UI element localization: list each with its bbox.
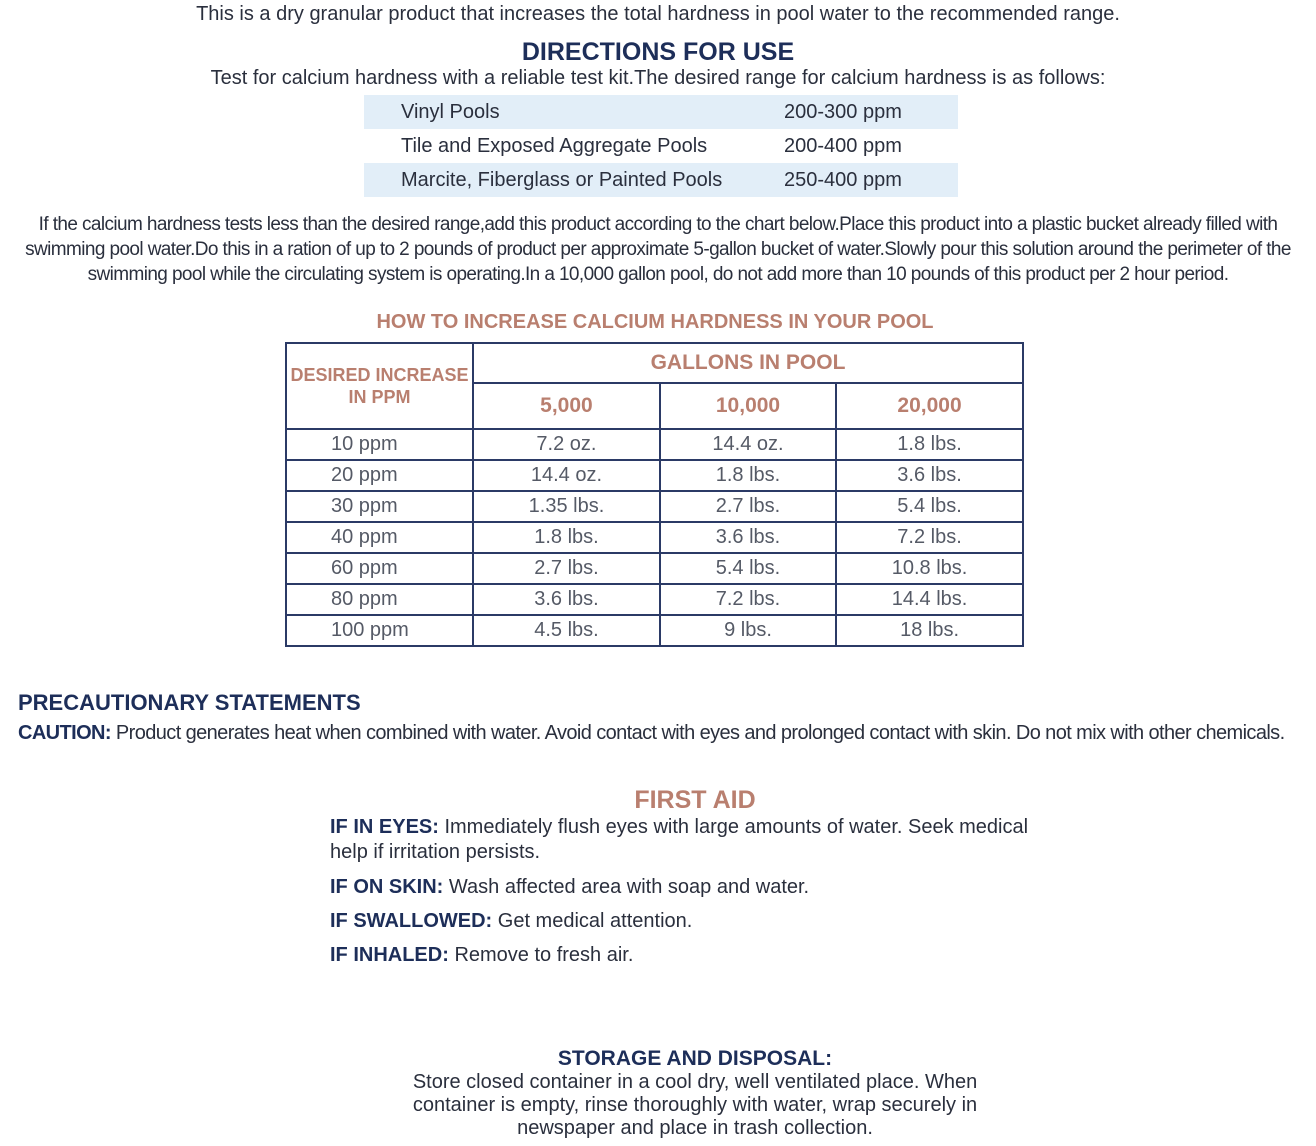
- dose-cell: 7.2 lbs.: [660, 584, 836, 615]
- table-row: [286, 553, 1023, 584]
- range-value: 200-300 ppm: [784, 100, 902, 123]
- dose-cell: 7.2 oz.: [473, 429, 660, 460]
- dose-cell: 1.8 lbs.: [836, 429, 1023, 460]
- ppm-cell: 60 ppm: [286, 553, 473, 584]
- intro-text: This is a dry granular product that increases the total hardness in pool water to the recommended range.: [196, 3, 1120, 25]
- table-row: [286, 460, 1023, 491]
- dosage-chart-title: HOW TO INCREASE CALCIUM HARDNESS IN YOUR POOL: [376, 311, 934, 333]
- column-header-20000: 20,000: [836, 383, 1023, 429]
- range-pool-type: Marcite, Fiberglass or Painted Pools: [401, 168, 723, 191]
- table-row: [286, 491, 1023, 522]
- storage-heading: STORAGE AND DISPOSAL:: [557, 1047, 833, 1070]
- first-aid-eyes: [330, 815, 1070, 865]
- caution-statement: [18, 722, 1316, 745]
- ppm-cell: 10 ppm: [286, 429, 473, 460]
- dose-cell: 14.4 lbs.: [836, 584, 1023, 615]
- table-row: [286, 615, 1023, 646]
- ppm-cell: 40 ppm: [286, 522, 473, 553]
- table-row: [286, 429, 1023, 460]
- precautionary-heading: PRECAUTIONARY STATEMENTS: [18, 690, 361, 715]
- first-aid-skin: [330, 875, 1070, 900]
- dosage-table: [285, 342, 1024, 647]
- range-row: [364, 95, 958, 129]
- swallowed-label: IF SWALLOWED:: [330, 910, 493, 932]
- skin-text: Wash affected area with soap and water.: [443, 876, 810, 898]
- gallons-header: GALLONS IN POOL: [473, 343, 1023, 383]
- swallowed-text: Get medical attention.: [492, 910, 693, 932]
- range-pool-type: Vinyl Pools: [401, 100, 500, 123]
- storage-text: Store closed container in a cool dry, well ventilated place. When container is empty, rinse thoroughly with water, wrap securely in newspaper and place in trash collection.: [412, 1071, 978, 1139]
- caution-text: Product generates heat when combined with water. Avoid contact with eyes and prolonged contact with skin. Do not mix with other chemicals.: [110, 722, 1285, 744]
- dose-cell: 5.4 lbs.: [660, 553, 836, 584]
- ppm-cell: 100 ppm: [286, 615, 473, 646]
- dose-cell: 18 lbs.: [836, 615, 1023, 646]
- range-value: 200-400 ppm: [784, 134, 902, 157]
- first-aid-heading: FIRST AID: [634, 786, 756, 814]
- ppm-cell: 20 ppm: [286, 460, 473, 491]
- column-header-5000: 5,000: [473, 383, 660, 429]
- dose-cell: 10.8 lbs.: [836, 553, 1023, 584]
- dose-cell: 7.2 lbs.: [836, 522, 1023, 553]
- first-aid-inhaled: [330, 943, 1070, 968]
- table-row: [286, 522, 1023, 553]
- dosage-instructions: If the calcium hardness tests less than the desired range,add this product according to the chart below.Place this product into a plastic bucket already filled with swimming pool water.Do this in a ration of up to 2 pounds of product per approximate 5-gallon bucket of water.Slowly pour this solution around the perimeter of the swimming pool while the circulating system is operating.In a 10,000 gallon pool, do not add more than 10 pounds of this product per 2 hour period.: [25, 214, 1291, 285]
- dose-cell: 3.6 lbs.: [660, 522, 836, 553]
- desired-increase-header: DESIRED INCREASE IN PPM: [286, 343, 473, 429]
- dose-cell: 2.7 lbs.: [660, 491, 836, 522]
- directions-text: Test for calcium hardness with a reliable test kit.The desired range for calcium hardness is as follows:: [210, 67, 1106, 89]
- dose-cell: 3.6 lbs.: [473, 584, 660, 615]
- range-pool-type: Tile and Exposed Aggregate Pools: [401, 134, 708, 157]
- dose-cell: 1.8 lbs.: [660, 460, 836, 491]
- dose-cell: 2.7 lbs.: [473, 553, 660, 584]
- inhaled-label: IF INHALED:: [330, 944, 449, 966]
- inhaled-text: Remove to fresh air.: [448, 944, 634, 966]
- dose-cell: 1.35 lbs.: [473, 491, 660, 522]
- skin-label: IF ON SKIN:: [330, 876, 444, 898]
- dose-cell: 14.4 oz.: [660, 429, 836, 460]
- eyes-label: IF IN EYES:: [330, 816, 439, 838]
- dose-cell: 1.8 lbs.: [473, 522, 660, 553]
- dose-cell: 4.5 lbs.: [473, 615, 660, 646]
- table-header-row: [286, 343, 1023, 383]
- dose-cell: 3.6 lbs.: [836, 460, 1023, 491]
- range-row: [364, 163, 958, 197]
- range-value: 250-400 ppm: [784, 168, 902, 191]
- dose-cell: 14.4 oz.: [473, 460, 660, 491]
- ppm-cell: 80 ppm: [286, 584, 473, 615]
- hardness-range-table: [364, 95, 958, 197]
- directions-heading: DIRECTIONS FOR USE: [521, 38, 795, 66]
- table-row: [286, 584, 1023, 615]
- ppm-cell: 30 ppm: [286, 491, 473, 522]
- caution-label: CAUTION:: [18, 722, 111, 744]
- column-header-10000: 10,000: [660, 383, 836, 429]
- dose-cell: 5.4 lbs.: [836, 491, 1023, 522]
- dose-cell: 9 lbs.: [660, 615, 836, 646]
- range-row: [364, 129, 958, 163]
- eyes-text: Immediately flush eyes with large amounts of water. Seek medical help if irritation persists.: [330, 816, 1029, 863]
- first-aid-swallowed: [330, 909, 1070, 934]
